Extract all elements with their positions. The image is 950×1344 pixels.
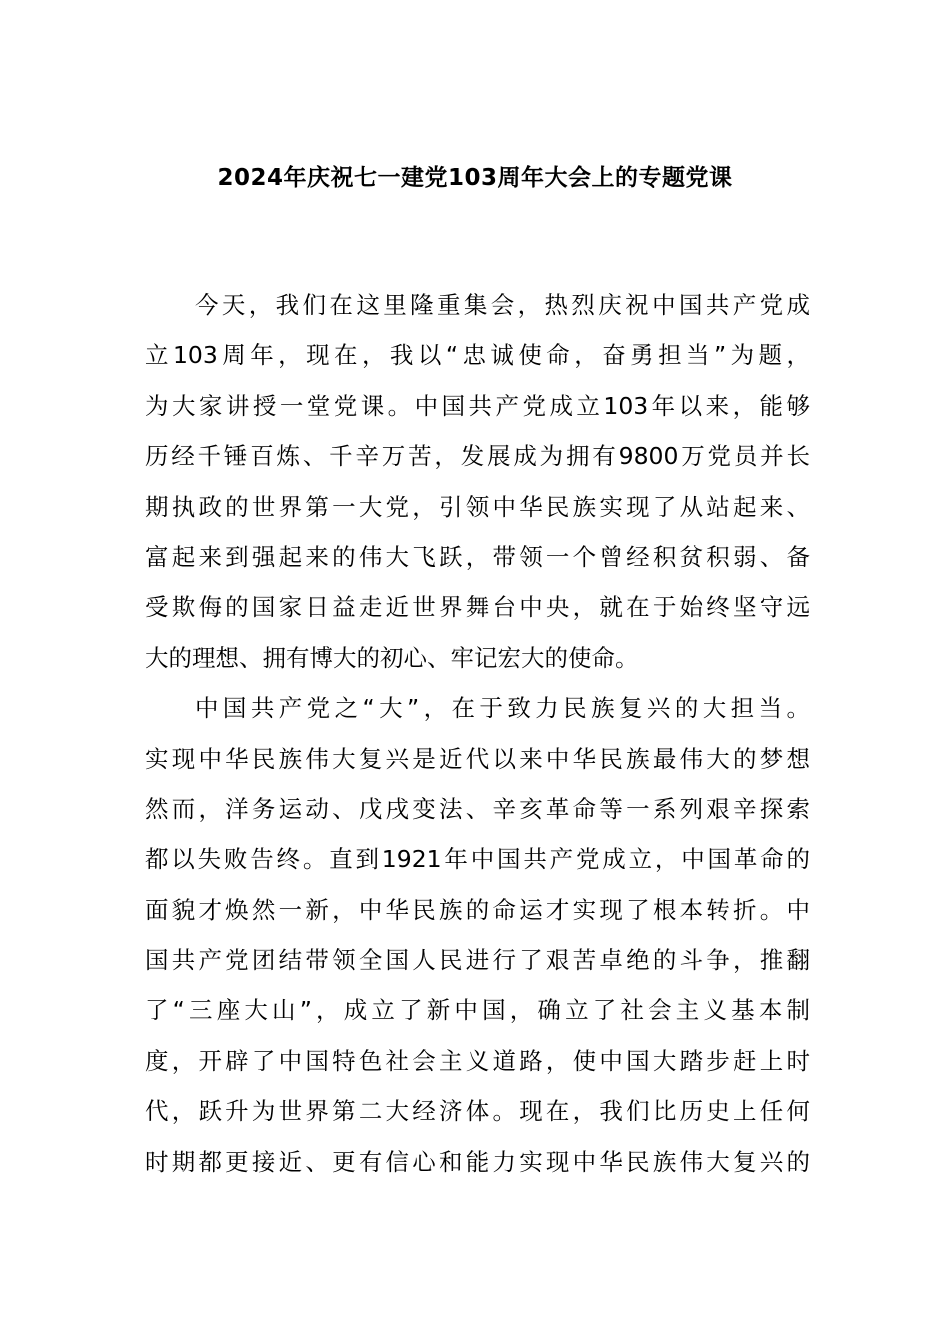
text-line: 实现中华民族伟大复兴是近代以来中华民族最伟大的梦想	[145, 744, 810, 773]
text-line: 大的理想、拥有博大的初心、牢记宏大的使命。	[145, 643, 639, 672]
paragraph-1	[145, 280, 810, 683]
paragraph-2	[145, 683, 810, 1187]
text-line: 立103周年，现在，我以“忠诚使命，奋勇担当”为题，	[145, 341, 810, 370]
text-line: 富起来到强起来的伟大飞跃，带领一个曾经积贫积弱、备	[145, 542, 810, 571]
text-line: 历经千锤百炼、千辛万苦，发展成为拥有9800万党员并长	[145, 442, 810, 471]
text-line: 面貌才焕然一新，中华民族的命运才实现了根本转折。中	[145, 895, 810, 924]
text-line: 时期都更接近、更有信心和能力实现中华民族伟大复兴的	[145, 1147, 810, 1176]
text-line: 为大家讲授一堂党课。中国共产党成立103年以来，能够	[145, 391, 810, 420]
text-line: 代，跃升为世界第二大经济体。现在，我们比历史上任何	[145, 1097, 810, 1126]
text-line: 都以失败告终。直到1921年中国共产党成立，中国革命的	[145, 845, 810, 874]
text-line: 受欺侮的国家日益走近世界舞台中央，就在于始终坚守远	[145, 593, 810, 622]
text-line: 国共产党团结带领全国人民进行了艰苦卓绝的斗争，推翻	[145, 946, 810, 975]
text-line: 期执政的世界第一大党，引领中华民族实现了从站起来、	[145, 492, 810, 521]
text-line: 中国共产党之“大”，在于致力民族复兴的大担当。	[195, 694, 810, 723]
text-line: 然而，洋务运动、戊戌变法、辛亥革命等一系列艰辛探索	[145, 794, 810, 823]
document-body	[145, 280, 810, 1187]
document-title: 2024年庆祝七一建党103周年大会上的专题党课	[217, 165, 733, 191]
text-line: 度，开辟了中国特色社会主义道路，使中国大踏步赶上时	[145, 1046, 810, 1075]
text-line: 了“三座大山”，成立了新中国，确立了社会主义基本制	[145, 996, 810, 1025]
text-line: 今天，我们在这里隆重集会，热烈庆祝中国共产党成	[195, 291, 810, 319]
